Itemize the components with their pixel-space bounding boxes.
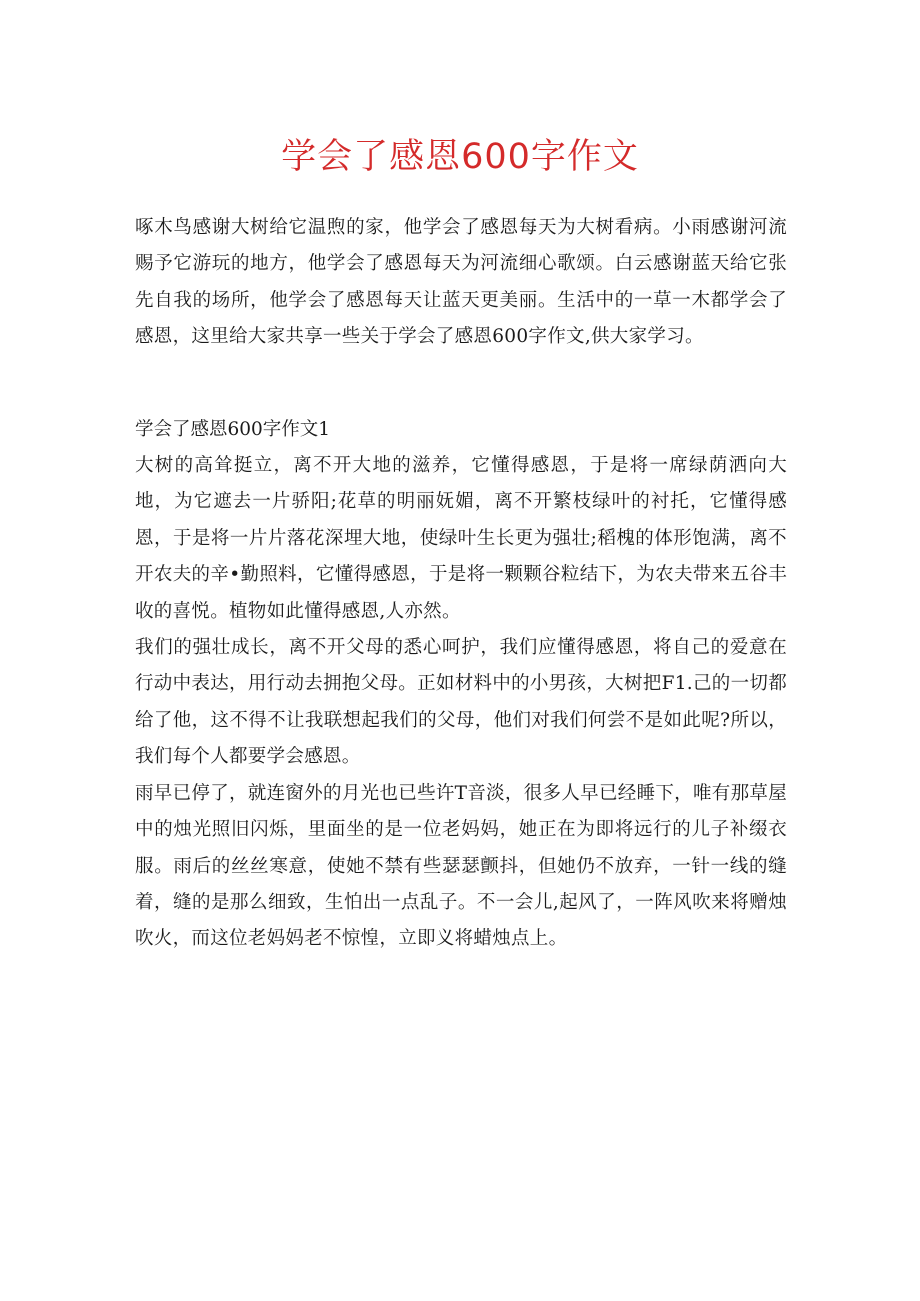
document-title: 学会了感恩600字作文: [281, 137, 639, 177]
section-heading: 学会了感恩600字作文1: [135, 418, 331, 440]
section-spacer: [135, 356, 787, 412]
body-paragraph: 我们的强壮成长，离不开父母的悉心呵护，我们应懂得感恩，将自己的爱意在行动中表达，用行动去拥抱父母。正如材料中的小男孩，大树把F1.己的一切都给了他，这不得不让我联想起我们的父母，他们对我们何尝不是如此呢?所以，我们每个人都要学会感恩。: [135, 637, 787, 768]
document-body: [135, 210, 787, 958]
intro-paragraph: 啄木鸟感谢大树给它温煦的家，他学会了感恩每天为大树看病。小雨感谢河流赐予它游玩的地方，他学会了感恩每天为河流细心歌颂。白云感谢蓝天给它张先自我的场所，他学会了感恩每天让蓝天更美丽。生活中的一草一木都学会了感恩，这里给大家共享一些关于学会了感恩600字作文,供大家学习。: [135, 217, 787, 348]
body-paragraph: 雨早已停了，就连窗外的月光也已些许T音淡，很多人早已经睡下，唯有那草屋中的烛光照旧闪烁，里面坐的是一位老妈妈，她正在为即将远行的儿子补缀衣服。雨后的丝丝寒意，使她不禁有些瑟瑟颤抖，但她仍不放弃，一针一线的缝着，缝的是那么细致，生怕出一点乱子。不一会儿,起风了，一阵风吹来将赠烛吹火，而这位老妈妈老不惊惶，立即义将蜡烛点上。: [135, 782, 787, 950]
body-paragraph: 大树的高耸挺立，离不开大地的滋养，它懂得感恩，于是将一席绿荫洒向大地，为它遮去一片骄阳;花草的明丽妩媚，离不开繁枝绿叶的衬托，它懂得感恩，于是将一片片落花深埋大地，使绿叶生长更为强壮;稻槐的体形饱满，离不开农夫的辛•勤照料，它懂得感恩，于是将一颗颗谷粒结下，为农夫带来五谷丰收的喜悦。植物如此懂得感恩,人亦然。: [135, 455, 787, 622]
